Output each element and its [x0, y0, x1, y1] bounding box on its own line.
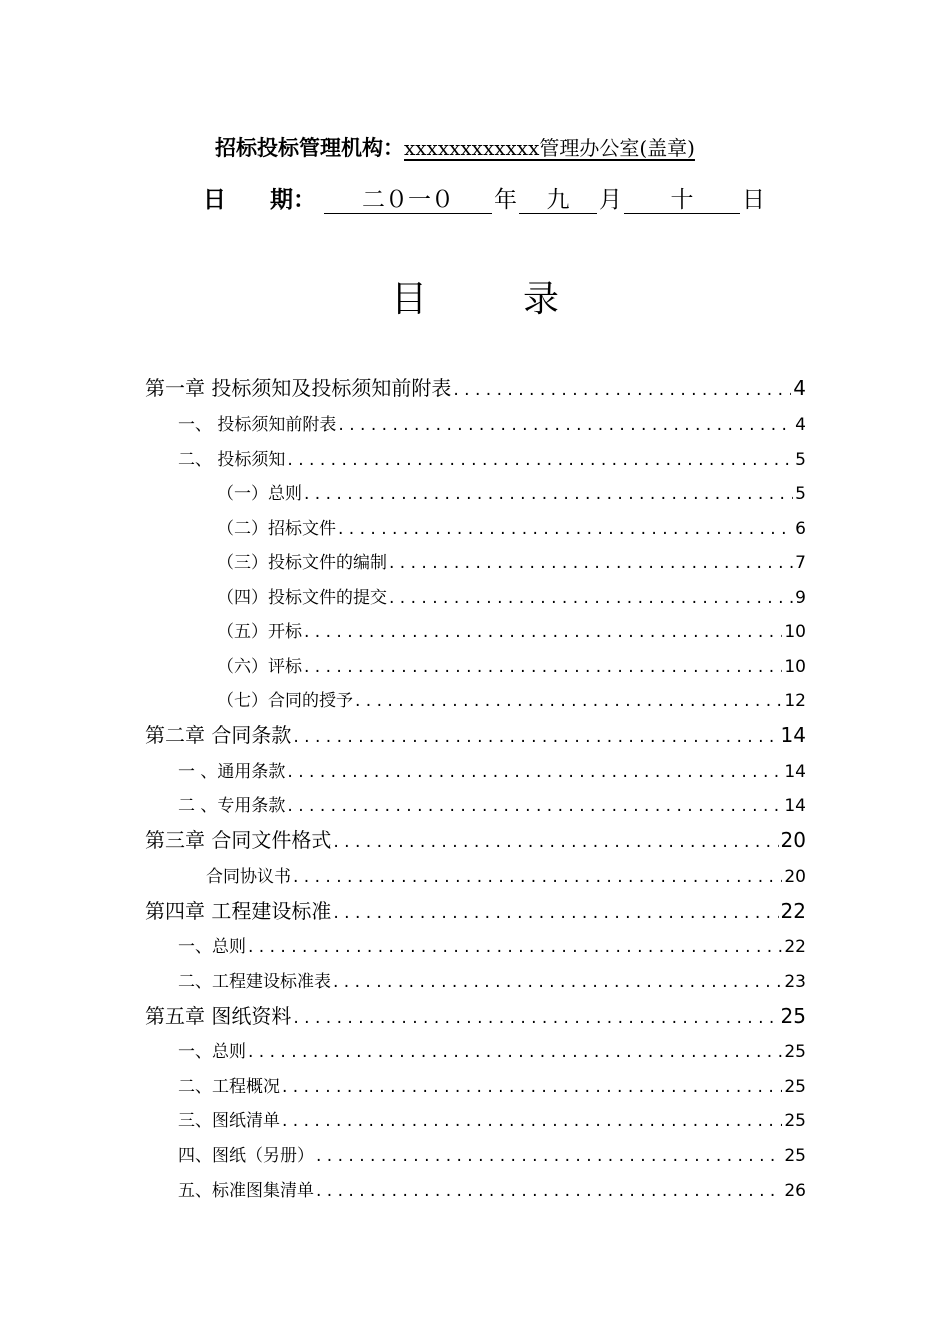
toc-entry[interactable]: [178, 1106, 806, 1131]
toc-entry-label: （三）投标文件的编制: [217, 553, 387, 573]
toc-page-number: 25: [784, 1111, 806, 1131]
toc-entry-label: 第三章 合同文件格式: [145, 828, 332, 852]
toc-page-number: 22: [784, 937, 806, 957]
toc-leader-dots: [304, 622, 782, 642]
toc-leader-dots: [389, 553, 793, 573]
toc-page-number: 22: [780, 899, 806, 923]
toc-entry-label: （七）合同的授予: [217, 691, 353, 711]
toc-entry-label: 二、 投标须知: [178, 450, 286, 470]
bidding-authority-label: 招标投标管理机构：: [215, 136, 404, 160]
toc-page-number: 25: [784, 1146, 806, 1166]
toc-entry-label: 二、工程概况: [178, 1077, 280, 1097]
toc-leader-dots: [293, 727, 778, 747]
toc-title-char-2: 录: [523, 279, 560, 320]
date-label-char-1: 日: [203, 187, 226, 213]
toc-leader-dots: [333, 832, 778, 852]
toc-leader-dots: [304, 657, 782, 677]
date-line: [203, 184, 767, 216]
toc-title: [0, 277, 950, 323]
toc-entry-label: 三、图纸清单: [178, 1111, 280, 1131]
bidding-authority-line: [215, 133, 695, 163]
toc-page-number: 4: [795, 415, 806, 435]
toc-page-number: 5: [795, 484, 806, 504]
toc-entry-label: 一 、通用条款: [178, 762, 286, 782]
toc-page-number: 14: [780, 723, 806, 747]
toc-leader-dots: [282, 1111, 782, 1131]
toc-page-number: 6: [795, 519, 806, 539]
toc-entry-label: （二）招标文件: [217, 519, 336, 539]
toc-page-number: 7: [795, 553, 806, 573]
date-month-unit: 月: [599, 187, 622, 213]
toc-entry[interactable]: [145, 895, 806, 924]
date-label: [203, 187, 316, 213]
toc-page-number: 9: [795, 588, 806, 608]
toc-leader-dots: [338, 415, 793, 435]
toc-page-number: 25: [784, 1042, 806, 1062]
toc-entry[interactable]: [145, 719, 806, 748]
toc-page-number: 26: [784, 1181, 806, 1201]
toc-entry[interactable]: [217, 583, 806, 608]
toc-leader-dots: [333, 972, 782, 992]
toc-entry-label: 第五章 图纸资料: [145, 1004, 292, 1028]
toc-leader-dots: [453, 380, 791, 400]
toc-page-number: 25: [780, 1004, 806, 1028]
toc-entry[interactable]: [217, 686, 806, 711]
toc-entry-label: （六）评标: [217, 657, 302, 677]
toc-entry-label: 合同协议书: [206, 867, 291, 887]
toc-entry[interactable]: [178, 1141, 806, 1166]
toc-leader-dots: [333, 903, 778, 923]
toc-page-number: 20: [784, 867, 806, 887]
toc-entry[interactable]: [178, 791, 806, 816]
toc-leader-dots: [287, 762, 782, 782]
bidding-authority-value: xxxxxxxxxxxx管理办公室(盖章): [404, 136, 695, 160]
toc-page-number: 10: [784, 622, 806, 642]
toc-entry[interactable]: [178, 1176, 806, 1201]
toc-page-number: 23: [784, 972, 806, 992]
toc-title-char-1: 目: [390, 279, 427, 320]
date-day-unit: 日: [742, 187, 765, 213]
toc-entry-label: 二 、专用条款: [178, 796, 286, 816]
toc-entry-label: 四、图纸（另册）: [178, 1146, 314, 1166]
toc-entry[interactable]: [178, 967, 806, 992]
toc-entry[interactable]: [217, 479, 806, 504]
toc-entry[interactable]: [145, 824, 806, 853]
toc-entry[interactable]: [178, 1037, 806, 1062]
toc-entry-label: 第四章 工程建设标准: [145, 899, 332, 923]
toc-entry-label: （一）总则: [217, 484, 302, 504]
toc-entry-label: 第一章 投标须知及投标须知前附表: [145, 376, 452, 400]
toc-leader-dots: [248, 937, 782, 957]
toc-leader-dots: [248, 1042, 782, 1062]
toc-leader-dots: [338, 519, 793, 539]
date-year: 二０一０: [324, 187, 492, 214]
toc-entry-label: 五、标准图集清单: [178, 1181, 314, 1201]
toc-page-number: 10: [784, 657, 806, 677]
toc-page-number: 25: [784, 1077, 806, 1097]
toc-page-number: 20: [780, 828, 806, 852]
toc-entry-label: 二、工程建设标准表: [178, 972, 331, 992]
toc-entry[interactable]: [217, 514, 806, 539]
toc-leader-dots: [282, 1077, 782, 1097]
toc-leader-dots: [389, 588, 793, 608]
toc-entry[interactable]: [206, 862, 806, 887]
toc-entry[interactable]: [217, 617, 806, 642]
toc-entry-label: 一、总则: [178, 937, 246, 957]
toc-entry-label: 一、总则: [178, 1042, 246, 1062]
toc-entry[interactable]: [145, 1000, 806, 1029]
toc-entry[interactable]: [178, 445, 806, 470]
toc-entry-label: （五）开标: [217, 622, 302, 642]
toc-entry[interactable]: [178, 757, 806, 782]
toc-entry[interactable]: [178, 1072, 806, 1097]
toc-leader-dots: [304, 484, 793, 504]
toc-page-number: 5: [795, 450, 806, 470]
toc-leader-dots: [316, 1146, 782, 1166]
toc-leader-dots: [287, 796, 782, 816]
toc-entry[interactable]: [145, 372, 806, 401]
toc-entry-label: 第二章 合同条款: [145, 723, 292, 747]
toc-leader-dots: [355, 691, 782, 711]
toc-leader-dots: [316, 1181, 782, 1201]
toc-entry-label: 一、 投标须知前附表: [178, 415, 337, 435]
date-month: 九: [519, 187, 597, 214]
toc-leader-dots: [293, 1008, 778, 1028]
toc-page-number: 14: [784, 762, 806, 782]
toc-entry[interactable]: [217, 548, 806, 573]
toc-entry[interactable]: [178, 410, 806, 435]
date-year-unit: 年: [494, 187, 517, 213]
toc-page-number: 4: [793, 376, 806, 400]
date-day: 十: [624, 187, 740, 214]
toc-leader-dots: [293, 867, 782, 887]
toc-leader-dots: [287, 450, 793, 470]
toc-entry[interactable]: [178, 932, 806, 957]
toc-entry[interactable]: [217, 652, 806, 677]
toc-page-number: 14: [784, 796, 806, 816]
date-label-char-2: 期：: [270, 187, 316, 213]
toc-entry-label: （四）投标文件的提交: [217, 588, 387, 608]
toc-page-number: 12: [784, 691, 806, 711]
